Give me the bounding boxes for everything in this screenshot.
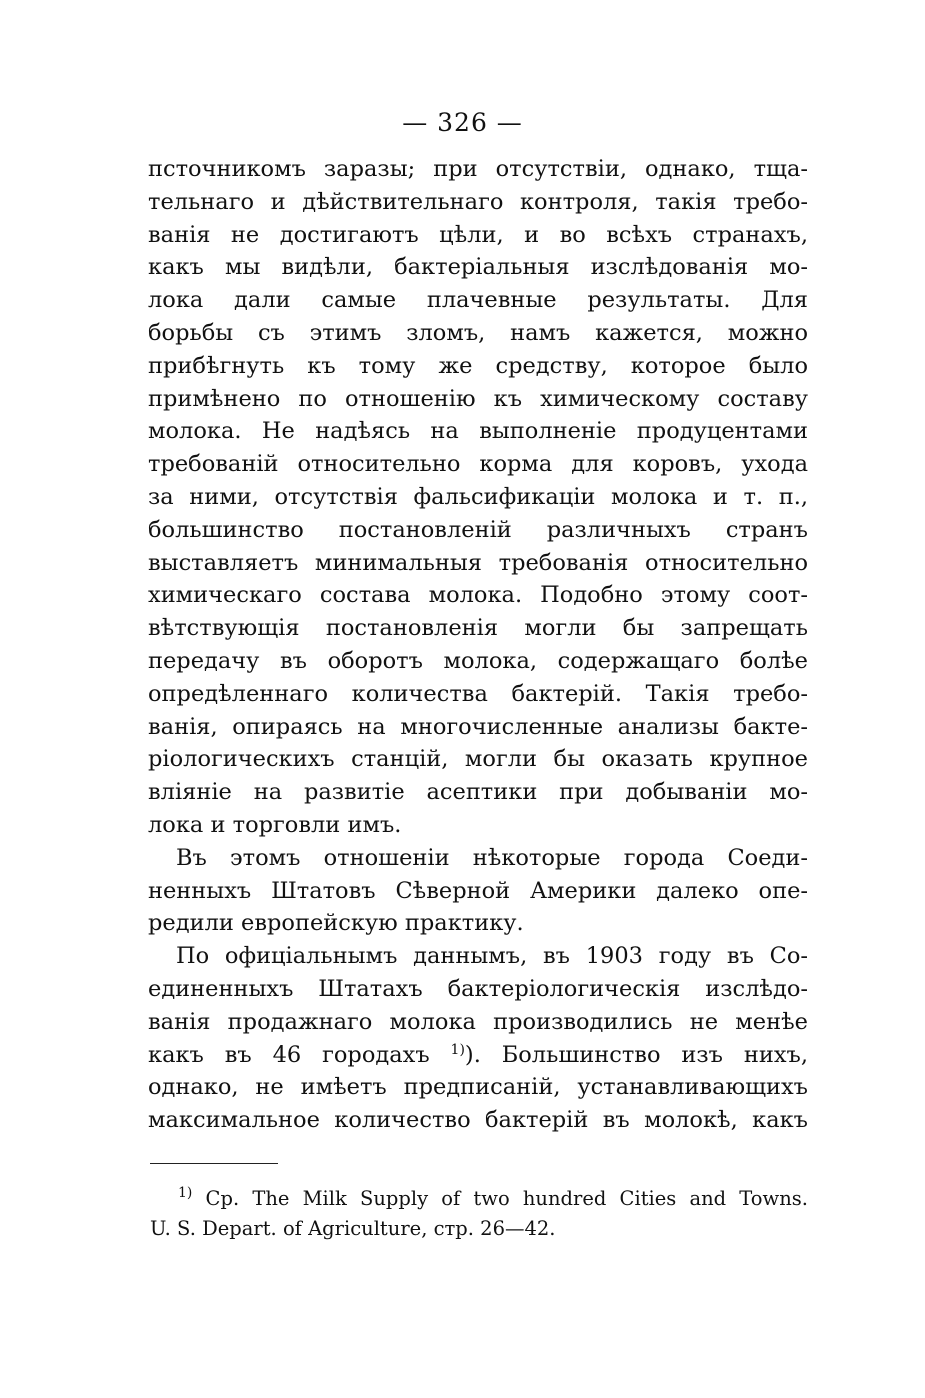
footnote-divider [150, 1163, 278, 1164]
text-line: большинство постановленій различныхъ странъ [148, 516, 808, 543]
footnote-line: U. S. Depart. of Agriculture, стр. 26—42. [150, 1217, 556, 1240]
body-text [148, 153, 808, 1137]
text-line: псточникомъ заразы; при отсутствіи, однако, тща- [148, 156, 808, 182]
text-line: ненныхъ Штатовъ Сѣверной Америки далеко опе- [148, 877, 808, 904]
text-line: прибѣгнуть къ тому же средству, которое было [148, 352, 808, 379]
text-line: тельнаго и дѣйствительнаго контроля, такія требо- [148, 188, 808, 215]
text-line: ванія, опираясь на многочисленные анализы бакте- [148, 713, 808, 740]
text-line: вѣтствующія постановленія могли бы запрещать [148, 615, 808, 642]
text-line: опредѣленнаго количества бактерій. Такія требо- [148, 680, 808, 707]
text-line: выставляетъ минимальныя требованія относительно [148, 549, 808, 576]
text-line: редили европейскую практику. [148, 910, 524, 937]
text-line: лока дали самые плачевные результаты. Для [148, 287, 808, 314]
text-line: молока. Не надѣясь на выполненіе продуцентами [148, 418, 808, 445]
footnote [150, 1184, 808, 1244]
text-line-with-footnote-ref [148, 1039, 808, 1072]
text-line: ванія не достигаютъ цѣли, и во всѣхъ странахъ, [148, 221, 808, 248]
text-line: Въ этомъ отношеніи нѣкоторые города Соеди- [176, 844, 808, 871]
text-line: лока и торговли имъ. [148, 811, 402, 838]
text-line: максимальное количество бактерій въ молокѣ, какъ [148, 1107, 808, 1134]
text-line: По офиціальнымъ даннымъ, въ 1903 году въ Со- [176, 943, 808, 970]
text-line: за ними, отсутствія фальсификаціи молока и т. п., [148, 483, 808, 510]
text-line: примѣнено по отношенію къ химическому составу [148, 385, 808, 412]
text-line: вліяніе на развитіе асептики при добываніи мо- [148, 779, 808, 806]
text-line-end: ). Большинство изъ нихъ, [464, 1041, 809, 1068]
footnote-line [150, 1184, 808, 1214]
text-line: борьбы съ этимъ зломъ, намъ кажется, можно [148, 319, 808, 346]
text-line-start: какъ въ 46 городахъ [148, 1041, 430, 1068]
text-line: ванія продажнаго молока производились не менѣе [148, 1008, 808, 1035]
page-number: — 326 — [402, 108, 523, 137]
footnote-marker: 1) [178, 1185, 193, 1201]
text-line: химическаго состава молока. Подобно этому соот- [148, 582, 808, 609]
text-line: однако, не имѣетъ предписаній, устанавливающихъ [148, 1074, 808, 1101]
footnote-text: Ср. The Milk Supply of two hundred Cities and Towns. [205, 1187, 808, 1210]
text-line: ріологическихъ станцій, могли бы оказать крупное [148, 746, 808, 773]
text-line: требованій относительно корма для коровъ, ухода [148, 451, 808, 478]
text-line: единенныхъ Штатахъ бактеріологическія изслѣдо- [148, 975, 808, 1002]
text-line: какъ мы видѣли, бактеріальныя изслѣдованія мо- [148, 254, 808, 281]
footnote-reference: 1) [450, 1041, 465, 1058]
text-line: передачу въ оборотъ молока, содержащаго болѣе [148, 647, 808, 674]
